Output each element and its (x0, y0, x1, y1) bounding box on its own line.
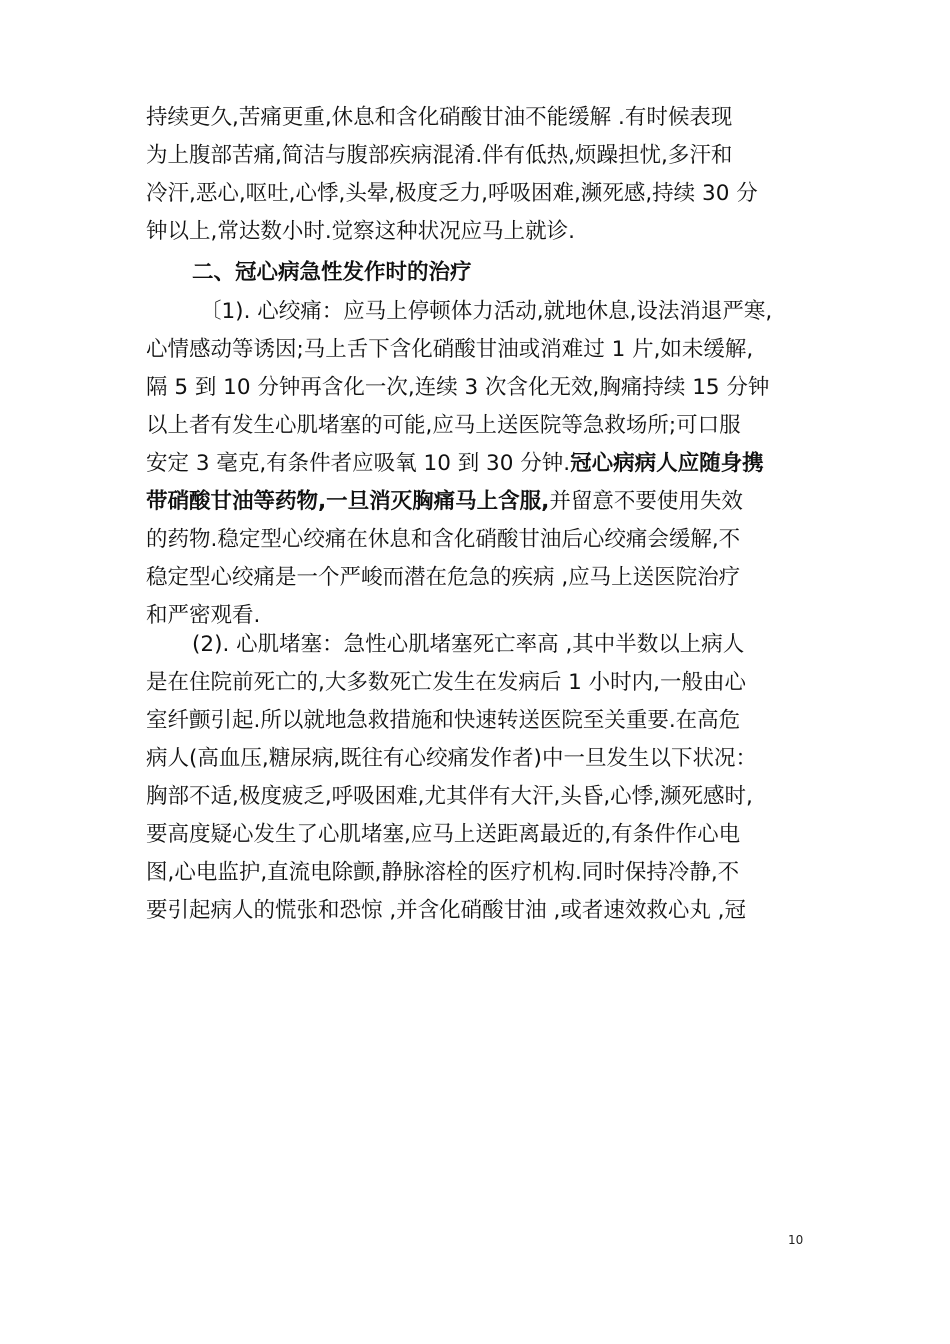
text-line: 心情感动等诱因;马上舌下含化硝酸甘油或消难过 1 片,如未缓解, (146, 337, 754, 362)
text-segment: 并留意不要使用失效 (549, 489, 743, 514)
text-line: 室纤颤引起.所以就地急救措施和快速转送医院至关重要.在高危 (146, 708, 741, 733)
text-line: 持续更久,苦痛更重,休息和含化硝酸甘油不能缓解 .有时候表现 (146, 105, 733, 130)
text-line: 的药物.稳定型心绞痛在休息和含化硝酸甘油后心绞痛会缓解,不 (146, 527, 741, 552)
text-line: 要引起病人的慌张和恐惊 ,并含化硝酸甘油 ,或者速效救心丸 ,冠 (146, 898, 747, 923)
text-line: 病人(高血压,糖尿病,既往有心绞痛发作者)中一旦发生以下状况： (146, 746, 757, 771)
page-number: 10 (788, 1233, 804, 1247)
section-heading-block (146, 254, 826, 292)
text-line: 〔1). 心绞痛：应马上停顿体力活动,就地休息,设法消退严寒, (200, 299, 773, 324)
text-line: 钟以上,常达数小时.觉察这种状况应马上就诊. (146, 219, 576, 244)
text-line: 隔 5 到 10 分钟再含化一次,连续 3 次含化无效,胸痛持续 15 分钟 (146, 375, 770, 400)
text-line-mixed (146, 483, 826, 521)
emphasis-segment: 带硝酸甘油等药物,一旦消灭胸痛马上含服, (146, 489, 550, 514)
text-line: 冷汗,恶心,呕吐,心悸,头晕,极度乏力,呼吸困难,濒死感,持续 30 分 (146, 181, 758, 206)
text-segment: 安定 3 毫克,有条件者应吸氧 10 到 30 分钟. (146, 451, 571, 476)
text-line: (2). 心肌堵塞：急性心肌堵塞死亡率高 ,其中半数以上病人 (192, 632, 745, 657)
paragraph-myocardial-infarction (146, 626, 826, 930)
text-line: 稳定型心绞痛是一个严峻而潜在危急的疾病 ,应马上送医院治疗 (146, 565, 741, 590)
text-line: 和严密观看. (146, 603, 261, 628)
paragraph-angina (146, 293, 826, 635)
paragraph-symptoms (146, 99, 826, 251)
text-line: 图,心电监护,直流电除颤,静脉溶栓的医疗机构.同时保持冷静,不 (146, 860, 740, 885)
text-line: 以上者有发生心肌堵塞的可能,应马上送医院等急救场所;可口服 (146, 413, 741, 438)
text-line: 要高度疑心发生了心肌堵塞,应马上送距离最近的,有条件作心电 (146, 822, 741, 847)
emphasis-segment: 冠心病病人应随身携 (570, 451, 764, 476)
text-line: 胸部不适,极度疲乏,呼吸困难,尤其伴有大汗,头昏,心悸,濒死感时, (146, 784, 753, 809)
text-line-mixed (146, 445, 826, 483)
text-line: 是在住院前死亡的,大多数死亡发生在发病后 1 小时内,一般由心 (146, 670, 747, 695)
text-line: 为上腹部苦痛,简洁与腹部疾病混淆.伴有低热,烦躁担忧,多汗和 (146, 143, 733, 168)
section-heading: 二、冠心病急性发作时的治疗 (192, 260, 472, 285)
